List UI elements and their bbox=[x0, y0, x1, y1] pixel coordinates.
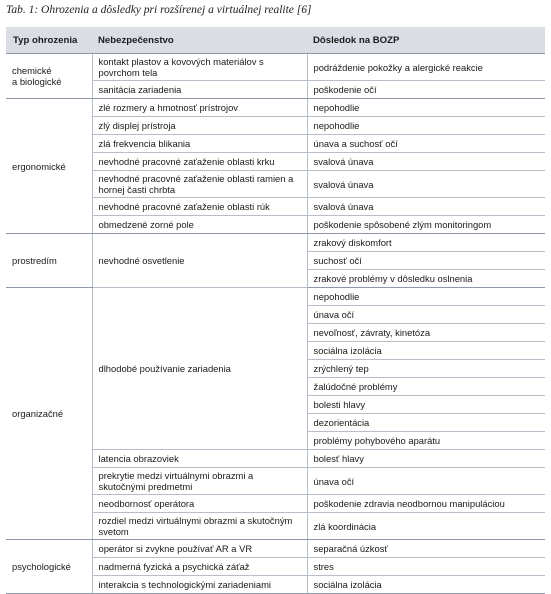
table-row bbox=[6, 540, 545, 558]
table-header-row bbox=[6, 27, 545, 54]
hazard-cell: neodbornosť operátora bbox=[92, 495, 307, 513]
hazard-cell: prekrytie medzi virtuálnymi obrazmi a skutočnými predmetmi bbox=[92, 468, 307, 495]
consequence-cell: bolesti hlavy bbox=[307, 396, 545, 414]
consequence-cell: zrýchlený tep bbox=[307, 360, 545, 378]
hazard-cell: latencia obrazoviek bbox=[92, 450, 307, 468]
hazard-cell: dlhodobé používanie zariadenia bbox=[92, 288, 307, 450]
consequence-cell: únava a suchosť očí bbox=[307, 135, 545, 153]
hazard-cell: operátor si zvykne používať AR a VR bbox=[92, 540, 307, 558]
header-hazard-type: Typ ohrozenia bbox=[6, 27, 92, 54]
hazard-type-cell: prostredím bbox=[6, 234, 92, 288]
consequence-cell: suchosť očí bbox=[307, 252, 545, 270]
consequence-cell: zrakové problémy v dôsledku oslnenia bbox=[307, 270, 545, 288]
hazard-cell: interakcia s technologickými zariadeniami bbox=[92, 576, 307, 594]
table-row bbox=[6, 234, 545, 252]
consequence-cell: únava očí bbox=[307, 468, 545, 495]
table-caption: Tab. 1: Ohrozenia a dôsledky pri rozšírenej a virtuálnej realite [6] bbox=[6, 4, 312, 16]
consequence-cell: poškodenie očí bbox=[307, 81, 545, 99]
hazard-cell: zlé rozmery a hmotnosť prístrojov bbox=[92, 99, 307, 117]
hazard-cell: nevhodné pracovné zaťaženie oblasti rúk bbox=[92, 198, 307, 216]
hazard-cell: rozdiel medzi virtuálnymi obrazmi a skutočným svetom bbox=[92, 513, 307, 540]
consequence-cell: nepohodlie bbox=[307, 117, 545, 135]
consequence-cell: problémy pohybového aparátu bbox=[307, 432, 545, 450]
hazard-type-cell: organizačné bbox=[6, 288, 92, 540]
hazard-cell: nadmerná fyzická a psychická záťaž bbox=[92, 558, 307, 576]
hazard-cell: zlý displej prístroja bbox=[92, 117, 307, 135]
hazard-cell: zlá frekvencia blikania bbox=[92, 135, 307, 153]
consequence-cell: nepohodlie bbox=[307, 288, 545, 306]
header-hazard: Nebezpečenstvo bbox=[92, 27, 307, 54]
hazard-cell: sanitácia zariadenia bbox=[92, 81, 307, 99]
consequence-cell: žalúdočné problémy bbox=[307, 378, 545, 396]
consequence-cell: svalová únava bbox=[307, 153, 545, 171]
consequence-cell: separačná úzkosť bbox=[307, 540, 545, 558]
hazard-cell: obmedzené zorné pole bbox=[92, 216, 307, 234]
consequence-cell: nevoľnosť, závraty, kinetóza bbox=[307, 324, 545, 342]
consequence-cell: svalová únava bbox=[307, 198, 545, 216]
hazards-table bbox=[6, 27, 545, 594]
hazard-cell: nevhodné pracovné zaťaženie oblasti ramien a hornej časti chrbta bbox=[92, 171, 307, 198]
hazard-type-cell: psychologické bbox=[6, 540, 92, 594]
consequence-cell: nepohodlie bbox=[307, 99, 545, 117]
consequence-cell: poškodenie zdravia neodbornou manipuláciou bbox=[307, 495, 545, 513]
consequence-cell: zlá koordinácia bbox=[307, 513, 545, 540]
hazard-cell: nevhodné osvetlenie bbox=[92, 234, 307, 288]
table-row bbox=[6, 288, 545, 306]
consequence-cell: svalová únava bbox=[307, 171, 545, 198]
consequence-cell: poškodenie spôsobené zlým monitoringom bbox=[307, 216, 545, 234]
hazard-cell: nevhodné pracovné zaťaženie oblasti krku bbox=[92, 153, 307, 171]
consequence-cell: zrakový diskomfort bbox=[307, 234, 545, 252]
table-row bbox=[6, 99, 545, 117]
table-body bbox=[6, 54, 545, 594]
consequence-cell: dezorientácia bbox=[307, 414, 545, 432]
table-row bbox=[6, 54, 545, 81]
consequence-cell: podráždenie pokožky a alergické reakcie bbox=[307, 54, 545, 81]
consequence-cell: sociálna izolácia bbox=[307, 576, 545, 594]
hazard-type-cell: ergonomické bbox=[6, 99, 92, 234]
consequence-cell: sociálna izolácia bbox=[307, 342, 545, 360]
consequence-cell: únava očí bbox=[307, 306, 545, 324]
consequence-cell: stres bbox=[307, 558, 545, 576]
consequence-cell: bolesť hlavy bbox=[307, 450, 545, 468]
hazard-cell: kontakt plastov a kovových materiálov s povrchom tela bbox=[92, 54, 307, 81]
header-consequence: Dôsledok na BOZP bbox=[307, 27, 545, 54]
hazard-type-cell: chemické a biologické bbox=[6, 54, 92, 99]
